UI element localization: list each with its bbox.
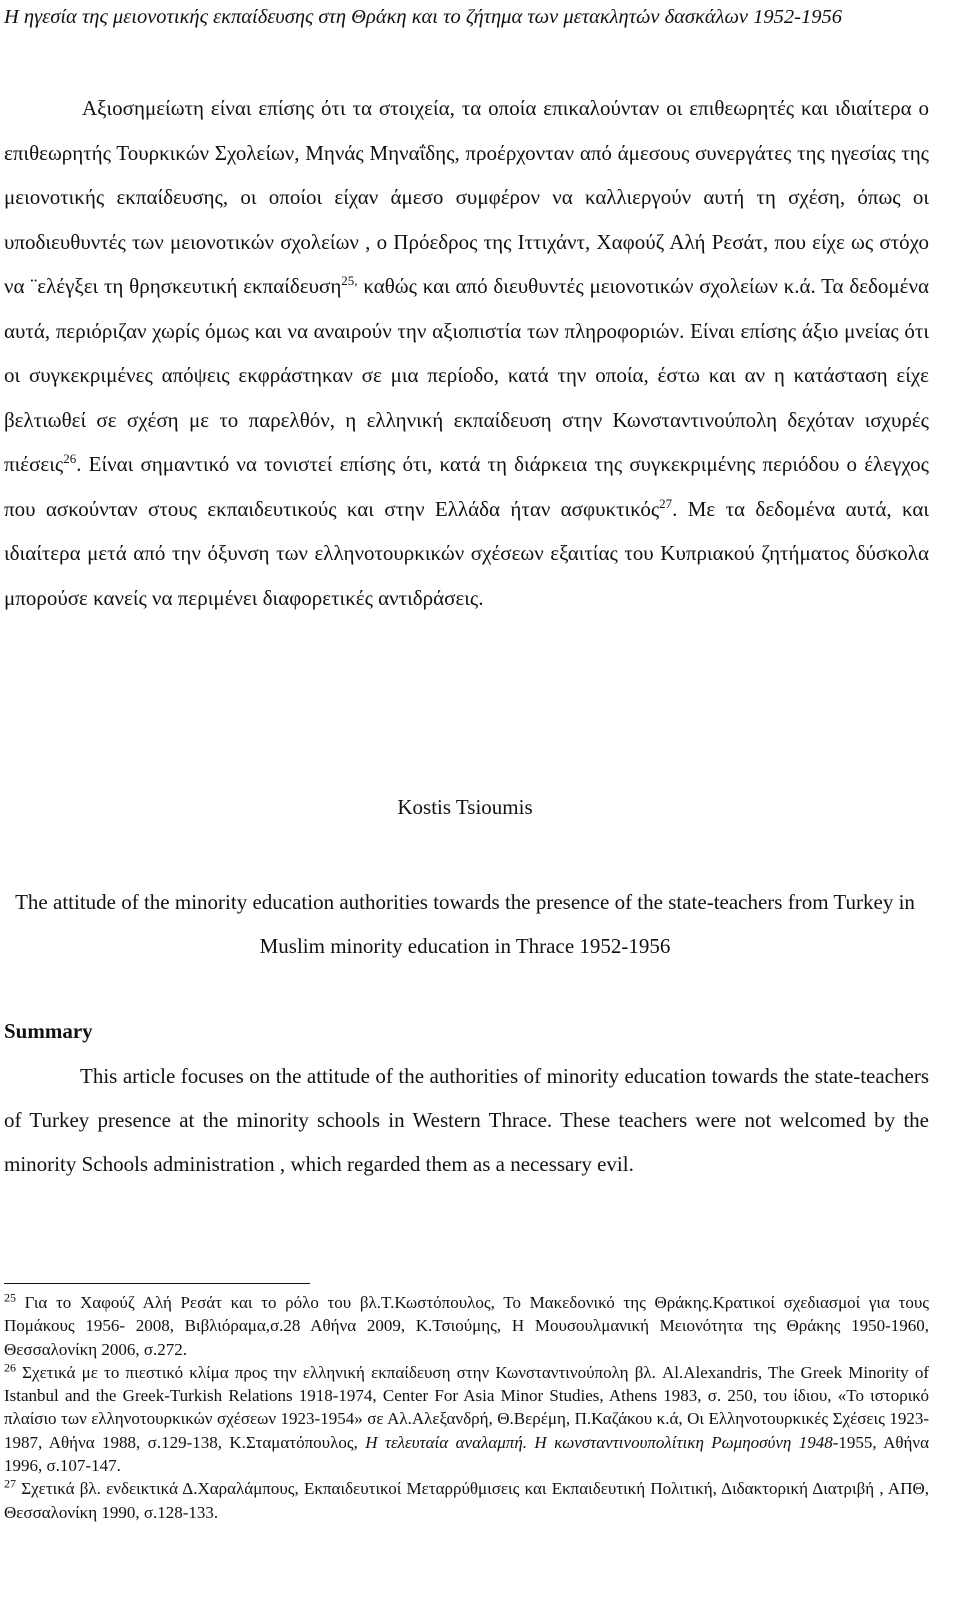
- summary-text: This article focuses on the attitude of the authorities of minority education towards the state-teachers of Turkey presence at the minority schools in Western Thrace. These teachers were not welcomed by the minority Schools administration , which regarded them as a necessary evil.: [4, 1064, 929, 1176]
- footnote-25: [4, 1291, 929, 1361]
- footnote-27: [4, 1477, 929, 1524]
- running-head: Η ηγεσία της μειονοτικής εκπαίδευσης στη Θράκη και το ζήτημα των μετακλητών δασκάλων 1952-1956: [4, 6, 842, 28]
- body-text-2: καθώς και από διευθυντές μειονοτικών σχολείων κ.ά. Τα δεδομένα αυτά, περιόριζαν χωρίς όμως και να αναιρούν την αξιοπιστία των πληροφοριών. Είναι επίσης άξιο μνείας ότι οι συγκεκριμένες απόψεις εκφράστηκαν σε μια περίοδο, κατά την οποία, έστω και αν η κατάσταση είχε βελτιωθεί σε σχέση με το παρελθόν, η ελληνική εκπαίδευση στην Κωνσταντινούπολη δεχόταν ισχυρές πιέσεις: [4, 274, 929, 476]
- footnote-ref-27[interactable]: 27: [659, 495, 673, 511]
- author-name: Kostis Tsioumis: [397, 795, 533, 819]
- english-title: The attitude of the minority education authorities towards the presence of the state-teachers from Turkey in Muslim minority education in Thrace 1952-1956: [15, 890, 915, 958]
- body-text-4: . Με τα δεδομένα αυτά, και ιδιαίτερα μετά από την όξυνση των ελληνοτουρκικών σχέσεων εξαιτίας του Κυπριακού ζητήματος δύσκολα μπορούσε κανείς να περιμένει διαφορετικές αντιδράσεις.: [4, 496, 929, 610]
- footnote-ref-26[interactable]: 26: [63, 451, 77, 466]
- footnote-26: [4, 1361, 929, 1477]
- footnote-text-26-italic: Η τελευταία αναλαμπή. Η κωνσταντινουπολίτικη Ρωμηοσύνη 1948: [365, 1432, 833, 1452]
- footnote-text-26a: Σχετικά με το πιεστικό κλίμα προς την ελληνική εκπαίδευση στην Κωνσταντινούπολη βλ. Al.Alexandris, The Greek Minority of Istanbul and the Greek-Turkish Relations 1918-1974, Center For Asia Minor Studies, Athens 1983, σ. 250, του ίδιου, «Το ιστορικό πλαίσιο των ελληνοτουρκικών σχέσεων 1923-1954» σε Αλ.Αλεξανδρή, Θ.Βερέμη, Π.Καζάκου κ.ά, Οι Ελληνοτουρκικές Σχέσεις 1923-1987, Αθήνα 1988, σ.129-138, Κ.Σταματόπουλος,: [4, 1362, 929, 1452]
- footnotes: [4, 1291, 929, 1524]
- footnote-text-26b: -1955, Αθήνα 1996, σ.107-147.: [4, 1432, 929, 1476]
- footnote-number-27: 27: [4, 1476, 16, 1491]
- summary-heading: Summary: [4, 1019, 93, 1043]
- body-text-3: . Είναι σημαντικό να τονιστεί επίσης ότι, κατά τη διάρκεια της συγκεκριμένης περιόδου ο έλεγχος που ασκούνταν στους εκπαιδευτικούς και στην Ελλάδα ήταν ασφυκτικός: [4, 452, 929, 521]
- footnote-number-26: 26: [4, 1360, 16, 1375]
- body-text-1: Αξιοσημείωτη είναι επίσης ότι τα στοιχεία, τα οποία επικαλούνταν οι επιθεωρητές και ιδιαίτερα ο επιθεωρητής Τουρκικών Σχολείων, Μηνάς Μηναΐδης, προέρχονταν από άμεσους συνεργάτες της ηγεσίας της μειονοτικής εκπαίδευσης, οι οποίοι είχαν άμεσο συμφέρον να καλλιεργούν αυτή τη σχέση, όπως οι υποδιευθυντές των μειονοτικών σχολείων , ο Πρόεδρος της Ιττιχάντ, Χαφούζ Αλή Ρεσάτ, που είχε ως στόχο να ¨ελέγξει τη θρησκευτική εκπαίδευση: [4, 96, 929, 298]
- footnote-text-25: Για το Χαφούζ Αλή Ρεσάτ και το ρόλο του βλ.Τ.Κωστόπουλος, Το Μακεδονικό της Θράκης.Κρατικοί σχεδιασμοί για τους Πομάκους 1956- 2008, Βιβλιόραμα,σ.28 Αθήνα 2009, Κ.Τσιούμης, Η Μουσουλμανική Μειονότητα της Θράκης 1950-1960, Θεσσαλονίκη 2006, σ.272.: [4, 1293, 929, 1359]
- footnote-text-27: Σχετικά βλ. ενδεικτικά Δ.Χαραλάμπους, Εκπαιδευτικοί Μεταρρύθμισεις και Εκπαιδευτική Πολιτική, Διδακτορική Διατριβή , ΑΠΘ, Θεσσαλονίκη 1990, σ.128-133.: [4, 1479, 929, 1522]
- footnote-separator: [4, 1283, 310, 1284]
- footnote-number-25: 25: [4, 1290, 16, 1305]
- footnote-ref-25[interactable]: 25,: [341, 273, 358, 288]
- body-paragraph: [4, 86, 929, 620]
